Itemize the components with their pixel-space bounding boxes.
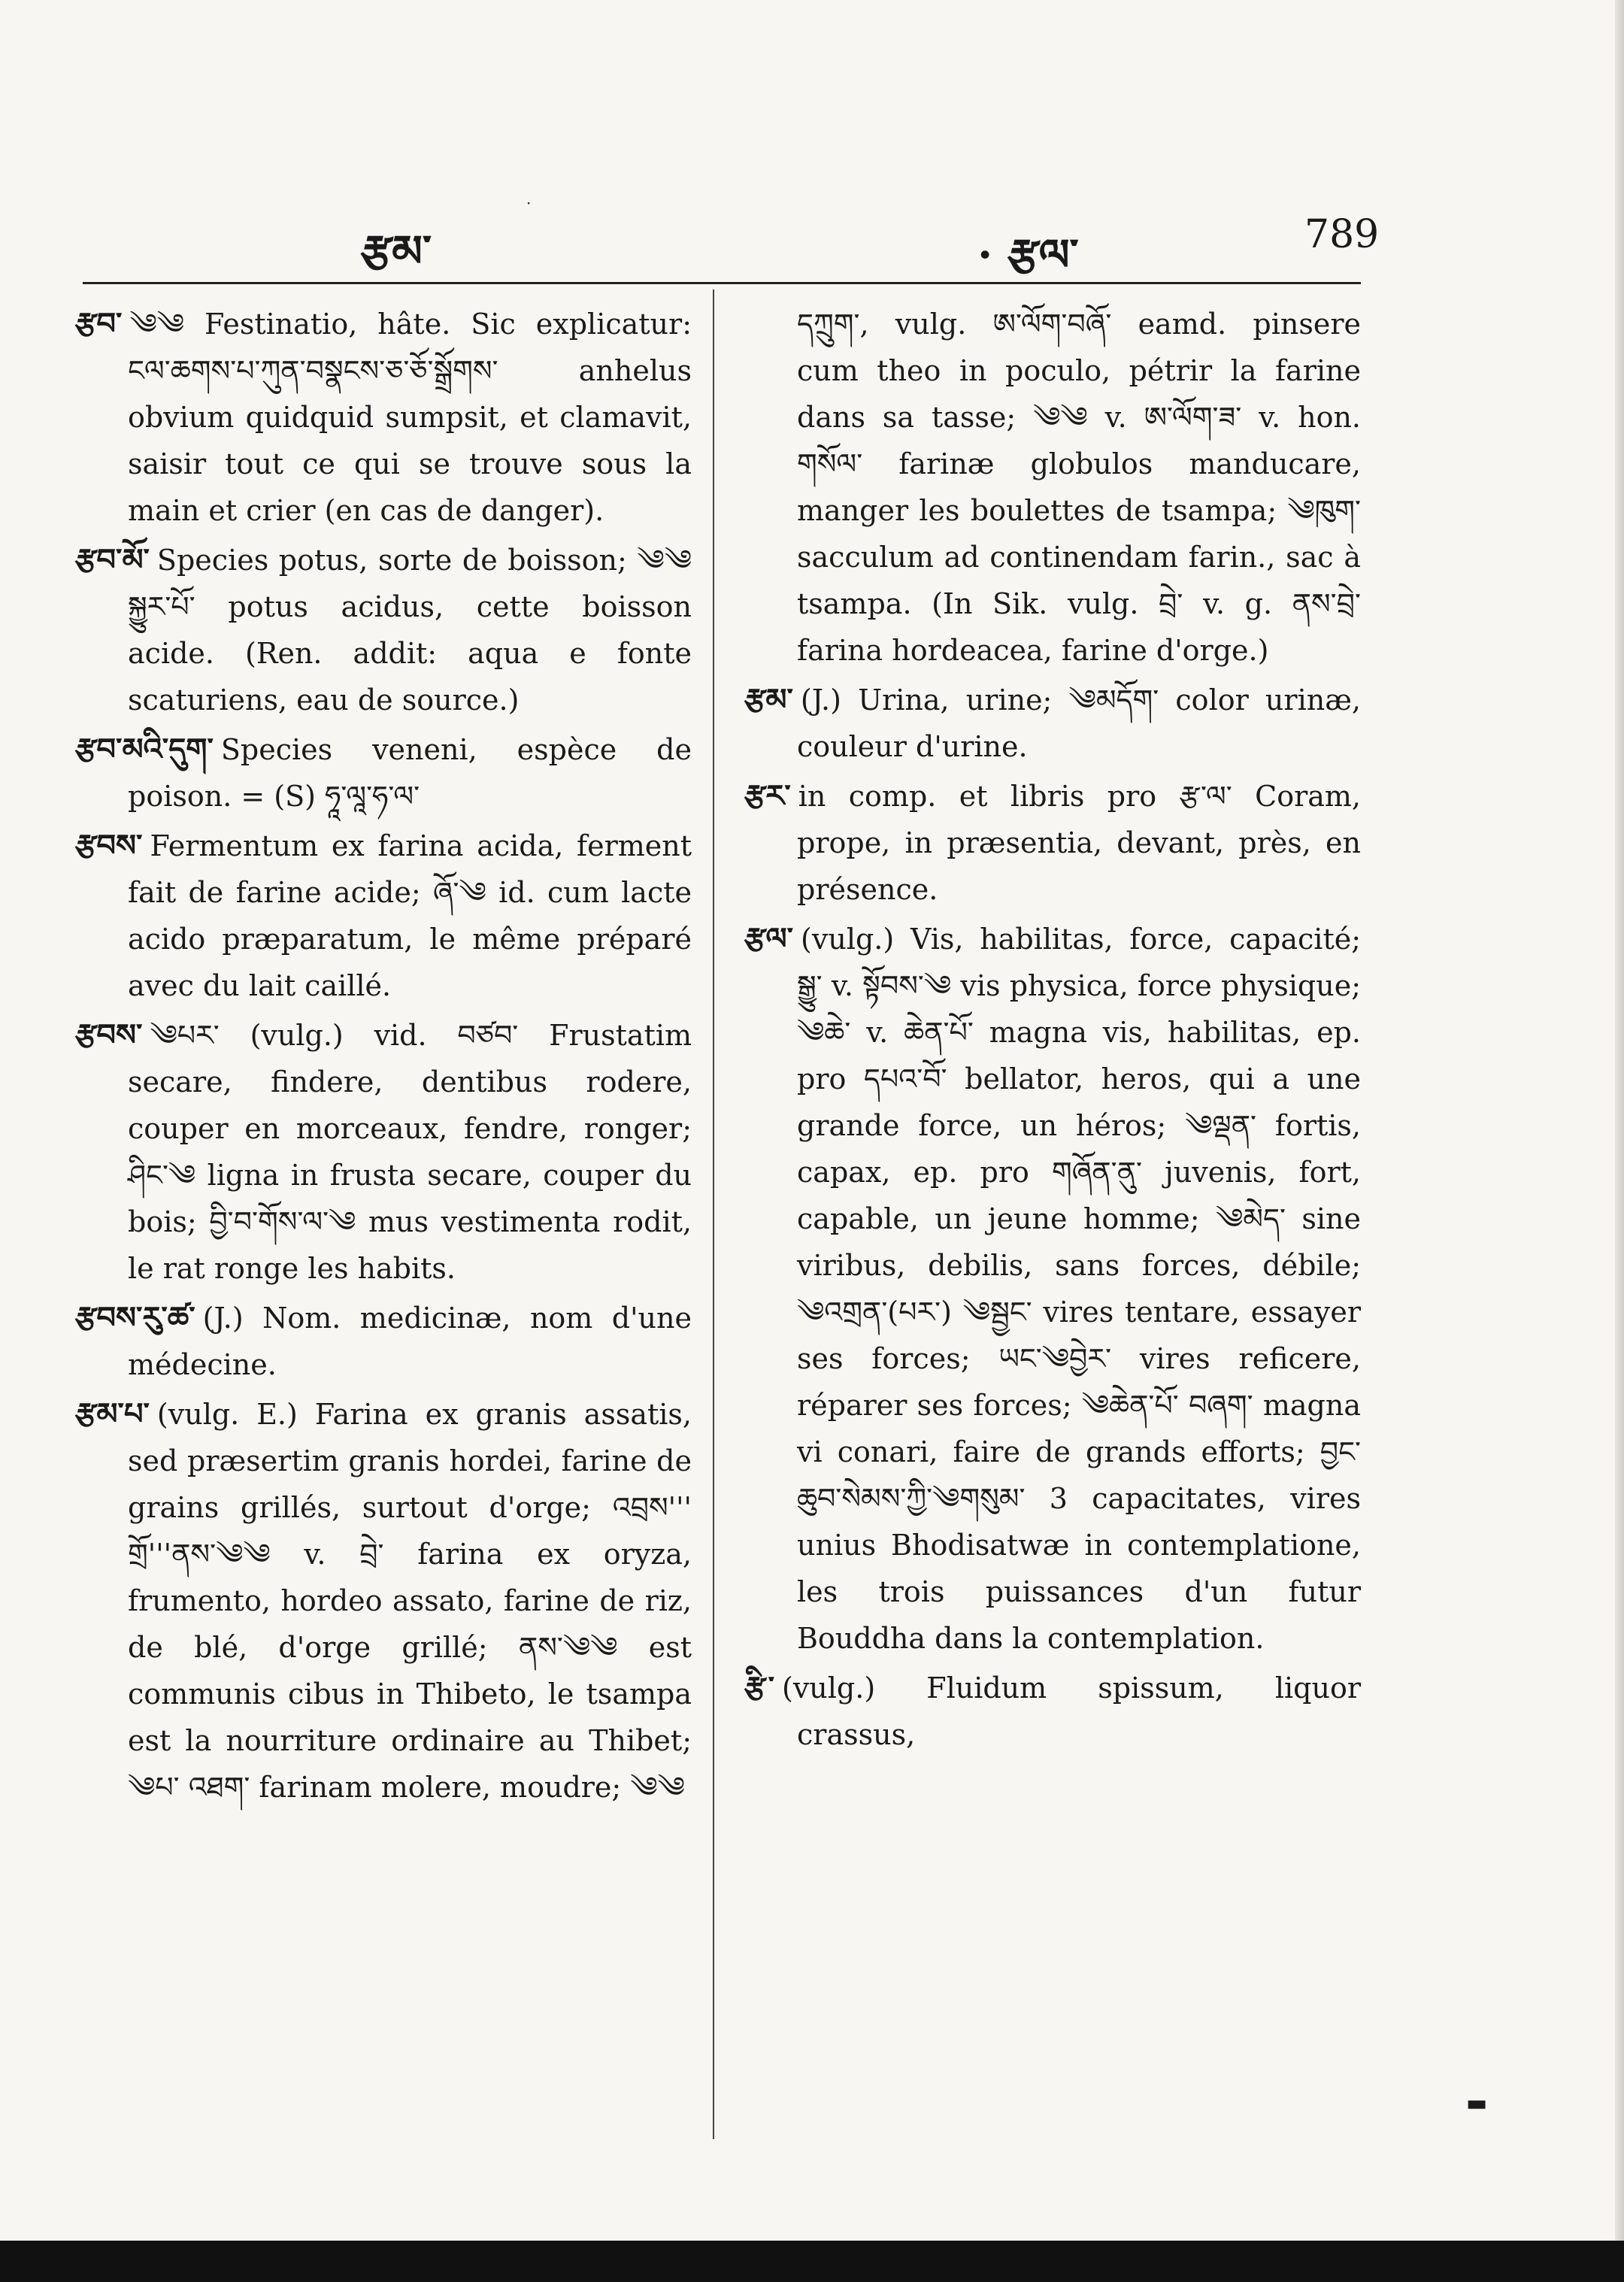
dictionary-entry [744,677,1361,770]
headword: རྩམ་ [744,682,793,717]
dictionary-entry [75,1391,692,1811]
running-head-right: · རྩལ་ [977,229,1079,280]
entry-text: in comp. et libris pro རྩ་ལ་ Coram, prope, in præsentia, devant, près, en présence. [797,780,1361,906]
entry-text: Fermentum ex farina acida, ferment fait de farine acide; ཞོ་༄ id. cum lacte acido præparatum, le même préparé avec du lait caillé. [128,829,692,1002]
entry-text: Species veneni, espèce de poison. = (S) ཧཱ་ལཱ་ཧ་ལ་ [128,733,692,813]
column-divider [713,289,714,2139]
entry-text: (J.) Nom. medicinæ, nom d'une médecine. [128,1302,692,1381]
dictionary-entry [744,1665,1361,1758]
running-head-left: རྩམ་ [361,226,432,277]
page-edge [1615,0,1624,2282]
margin-mark: ▬ [1466,2090,1488,2117]
scan-bottom-border [0,2241,1624,2282]
dictionary-entry [744,916,1361,1662]
entry-text: ༄༄ Festinatio, hâte. Sic explicatur: ངལ་ཆགས་པ་ཀུན་བསྣངས་ཅ་ཅོ་སྒྲོགས་ anhelus obvium quidquid sumpsit, et clamavit, saisir tout ce qui se trouve sous la main et crier (en cas de danger). [128,308,692,527]
dictionary-entry [75,823,692,1009]
dictionary-entry [75,537,692,723]
headword: རྩབས་ [75,1017,143,1053]
headword: རྩབ་མའི་དུག་ [75,732,214,767]
headword: རྩི་ [744,1670,774,1705]
dictionary-entry [744,773,1361,913]
headword: རྩབ་མོ་ [75,542,150,577]
ink-speck: · [526,194,532,212]
entry-text: ༄པར་ (vulg.) vid. བཙབ་ Frustatim secare, findere, dentibus rodere, couper en morceaux, fendre, ronger; ཤིང་༄ ligna in frusta secare, couper du bois; བྱི་བ་གོས་ལ་༄ mus vestimenta rodit, le rat ronge les habits. [128,1019,692,1285]
left-column [75,301,692,1814]
headword: རྩམ་པ་ [75,1396,150,1432]
headword: རྩབས་ [75,828,143,863]
entry-text: དཀྲུག་, vulg. ཨ་ལོག་བཞོ་ eamd. pinsere cum theo in poculo, pétrir la farine dans sa tasse; ༄༄ v. ཨ་ལོག་ཟ་ v. hon. གསོལ་ farinæ globulos manducare, manger les boulettes de tsampa; ༄ཁུག་ sacculum ad continendam farin., sac à tsampa. (In Sik. vulg. བྲེ་ v. g. ནས་བྲེ་ farina hordeacea, farine d'orge.) [797,308,1361,667]
page-number: 789 [1304,212,1380,257]
entry-text: (vulg. E.) Farina ex granis assatis, sed præsertim granis hordei, farine de grains grillés, surtout d'orge; འབྲས''' གྲོ'''ནས་༄༄ v. བྲེ་ farina ex oryza, frumento, hordeo assato, farine de riz, de blé, d'orge grillé; ནས་༄༄ est communis cibus in Thibeto, le tsampa est la nourriture ordinaire au Thibet; ༄པ་ འཐག་ farinam molere, moudre; ༄༄ [128,1398,692,1804]
entry-continuation [744,301,1361,674]
headword: རྩལ་ [744,921,794,956]
headword: རྩབས་རུ་ཚ་ [75,1300,195,1335]
entry-text: (J.) Urina, urine; ༄མདོག་ color urinæ, couleur d'urine. [797,683,1361,763]
entry-text: (vulg.) Fluidum spissum, liquor crassus, [782,1671,1361,1751]
entry-text: (vulg.) Vis, habilitas, force, capacité; སྒྱུ་ v. སྟོབས་༄ vis physica, force physique; ༄ཆེ་ v. ཆེན་པོ་ magna vis, habilitas, ep. pro དཔའ་བོ་ bellator, heros, qui a une grande force, un héros; ༄ལྡན་ fortis, capax, ep. pro གཞོན་ནུ་ juvenis, fort, capable, un jeune homme; ༄མེད་ sine viribus, debilis, sans forces, débile; ༄འགྲན་(པར་) ༄སྦྱང་ vires tentare, essayer ses forces; ཡང་༄བྱེར་ vires reficere, réparer ses forces; ༄ཆེན་པོ་ བཞག་ magna vi conari, faire de grands efforts; བྱང་ཆུབ་སེམས་ཀྱི་༄གསུམ་ 3 capacitates, vires unius Bhodisatwæ in contemplatione, les trois puissances d'un futur Bouddha dans la contemplation. [797,923,1361,1655]
headword: རྩབ་ [75,306,123,341]
right-column [744,301,1361,1761]
header-rule [83,282,1361,284]
dictionary-entry [75,1295,692,1388]
dictionary-entry [75,726,692,820]
entry-text: Species potus, sorte de boisson; ༄༄ སྐྱུར་པོ་ potus acidus, cette boisson acide. (Ren. addit: aqua e fonte scaturiens, eau de source.) [128,544,692,717]
dictionary-entry [75,301,692,534]
headword: རྩར་ [744,778,791,814]
dictionary-entry [75,1012,692,1292]
